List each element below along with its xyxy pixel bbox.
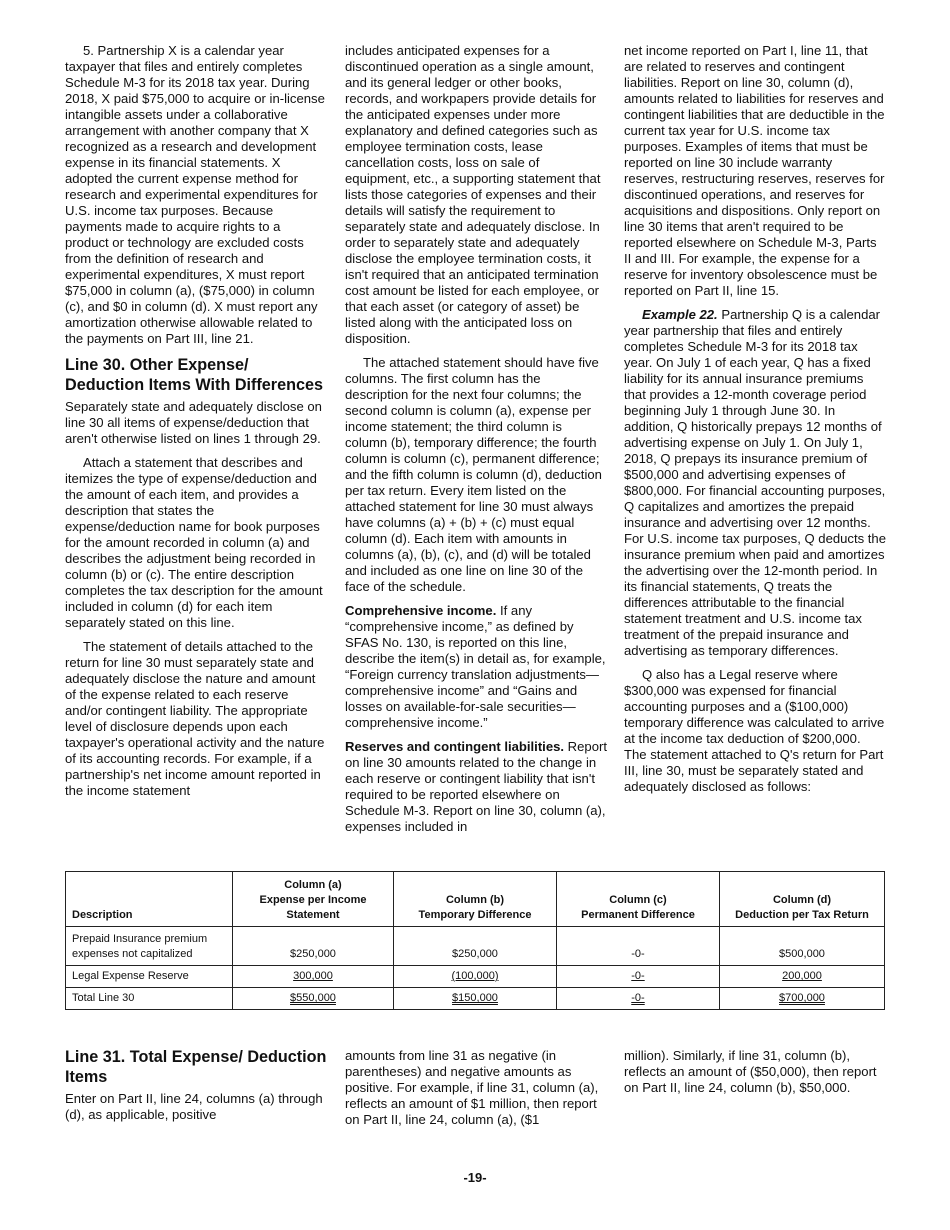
- cell-column-d: $500,000: [720, 927, 885, 966]
- paragraph-text: Report on line 30 amounts related to the change in each reserve or contingent liability that isn't required to be reported elsewhere on Schedule M-3. Report on line 30, column (a), expenses included in: [345, 739, 607, 834]
- header-column-a: Column (a) Expense per Income Statement: [233, 872, 394, 927]
- paragraph-line31-end: million). Similarly, if line 31, column (b), reflects an amount of ($50,000), then report on Part II, line 24, column (b), $50,000.: [624, 1048, 877, 1095]
- paragraph-continued: net income reported on Part I, line 11, that are related to reserves and contingent liabilities. Report on line 30, column (d), amounts related to liabilities for reserves and contingent liabilities that are deductible in the current tax year for U.S. income tax purposes. Examples of items that must be reported on line 30 include warranty reserves, restructuring reserves, reserves for discontinued operations, and reserves for acquisitions and dispositions. Only report on line 30 items that aren't required to be reported elsewhere on Schedule M-3, Parts II and III. For example, the expense for a reserve for inventory obsolescence must be reported on Part II, line 15.: [624, 43, 885, 298]
- paragraph-line31: Enter on Part II, line 24, columns (a) through (d), as applicable, positive: [65, 1091, 323, 1122]
- heading-line-31: Line 31. Total Expense/ Deduction Items: [65, 1048, 327, 1086]
- table-row: [66, 927, 885, 966]
- run-in-heading: Reserves and contingent liabilities.: [345, 739, 565, 754]
- example-label: Example 22.: [642, 307, 718, 322]
- bottom-column-2: [345, 1048, 607, 1136]
- header-column-c: Column (c) Permanent Difference: [557, 872, 720, 927]
- cell-column-b: (100,000): [394, 966, 557, 988]
- paragraph-comprehensive-income: [345, 603, 607, 731]
- cell-column-a: $250,000: [233, 927, 394, 966]
- cell-description: Legal Expense Reserve: [66, 966, 233, 988]
- paragraph-example-22: [624, 307, 886, 659]
- paragraph-example-5: 5. Partnership X is a calendar year taxpayer that files and entirely completes Schedule M-3 for its 2018 tax year. During 2018, X paid $75,000 to acquire or in-license intangible assets under a collaborative arrangement with another company that X recognized as a research and development expense in its financial statements. X adopted the current expense method for research and experimental expenditures for U.S. income tax purposes. Because payments made to acquire rights to a product or technology are excluded costs from the definition of research and experimental expenditures, X must report $75,000 in column (a), ($75,000) in column (c), and $0 in column (d). X must report any amortization otherwise allowable related to the payments on Part III, line 21.: [65, 43, 325, 346]
- column-2: [345, 43, 607, 843]
- paragraph-statement-details: The statement of details attached to the return for line 30 must separately state and adequately disclose the nature and amount of the expense related to each reserve and/or contingent liability. The appropriate level of disclosure depends upon each taxpayer's operational activity and the nature of its accounting records. For example, if a partnership's net income amount reported in the income statement: [65, 639, 325, 798]
- table-row: [66, 966, 885, 988]
- cell-column-c: -0-: [557, 927, 720, 966]
- statement-table: [65, 871, 885, 1010]
- paragraph-text: If any “comprehensive income,” as defined by SFAS No. 130, is reported on this line, describe the item(s) in detail as, for example, “Foreign currency translation adjustments—comprehensive income” and “Gains and losses on available-for-sale securities—comprehensive income.”: [345, 603, 606, 730]
- cell-column-c: -0-: [557, 988, 720, 1010]
- header-column-b: Column (b) Temporary Difference: [394, 872, 557, 927]
- bottom-column-1: [65, 1043, 327, 1131]
- cell-description: Prepaid Insurance premium expenses not capitalized: [66, 927, 233, 966]
- header-column-d: Column (d) Deduction per Tax Return: [720, 872, 885, 927]
- column-1: [65, 43, 327, 807]
- cell-column-d: $700,000: [720, 988, 885, 1010]
- cell-column-a: 300,000: [233, 966, 394, 988]
- column-3: [624, 43, 886, 803]
- heading-line-30: Line 30. Other Expense/ Deduction Items With Differences: [65, 356, 323, 394]
- cell-column-b: $250,000: [394, 927, 557, 966]
- cell-column-c: -0-: [557, 966, 720, 988]
- page-number: -19-: [463, 1170, 487, 1185]
- paragraph-legal-reserve: Q also has a Legal reserve where $300,000 was expensed for financial accounting purposes and a ($100,000) temporary difference was calculated to arrive at the income tax deduction of $200,000. The statement attached to Q's return for Part III, line 30, must be separately stated and adequately disclosed as follows:: [624, 667, 885, 794]
- paragraph-line30-intro: Separately state and adequately disclose on line 30 all items of expense/deduction that aren't otherwise listed on lines 1 through 29.: [65, 399, 322, 446]
- cell-column-a: $550,000: [233, 988, 394, 1010]
- cell-column-b: $150,000: [394, 988, 557, 1010]
- paragraph-line31-cont: amounts from line 31 as negative (in parentheses) and negative amounts as positive. For example, if line 31, column (a), reflects an amount of $1 million, then report on Part II, line 24, column (a), ($1: [345, 1048, 599, 1127]
- run-in-heading: Comprehensive income.: [345, 603, 497, 618]
- table-header-row: [66, 872, 885, 927]
- paragraph-attach-statement: Attach a statement that describes and itemizes the type of expense/deduction and the amount of each item, and provides a description that states the expense/deduction name for book purposes for the amount recorded in column (a) and describes the adjustment being recorded in column (b) or (c). The entire description completes the tax description for the amount included in column (d) for each item separately stated on this line.: [65, 455, 323, 630]
- header-description: Description: [66, 872, 233, 927]
- paragraph-five-columns: The attached statement should have five columns. The first column has the description for the next four columns; the second column is column (a), expense per income statement; the third column is column (b), temporary difference; the fourth column is column (c), permanent difference; and the fifth column is column (d), deduction per tax return. Every item listed on the attached statement for line 30 must always have columns (a) + (b) + (c) must equal column (d). Each item with amounts in columns (a), (b), (c), and (d) will be totaled and included as one line on line 30 of the face of the schedule.: [345, 355, 602, 594]
- paragraph-reserves: [345, 739, 607, 835]
- cell-column-d: 200,000: [720, 966, 885, 988]
- cell-description: Total Line 30: [66, 988, 233, 1010]
- paragraph-text: Partnership Q is a calendar year partnership that files and entirely completes Schedule M-3 for its 2018 tax year. On July 1 of each year, Q has a fixed liability for its annual insurance premiums that provides a 12-month coverage period beginning July 1 through June 30. In addition, Q historically prepays 12 months of advertising expense on July 1. On July 1, 2018, Q prepays its insurance premium of $500,000 and advertising expenses of $800,000. For financial accounting purposes, Q capitalizes and amortizes the prepaid insurance and advertising over 12 months. For U.S. income tax purposes, Q deducts the insurance premium when paid and amortizes the advertising over the 12-month period. In its financial statements, Q treats the differences attributable to the financial statement treatment and U.S. income tax treatment of the prepaid insurance and advertising as temporary differences.: [624, 307, 886, 658]
- paragraph-continued: includes anticipated expenses for a discontinued operation as a single amount, and its general ledger or other books, records, and workpapers provide details for the anticipated expenses under more explanatory and defined categories such as employee termination costs, lease cancellation costs, loss on sale of equipment, etc., a supporting statement that lists those categories of expenses and their details will satisfy the requirement to separately state and adequately disclose. In order to separately state and adequately disclose the employee termination costs, it isn't required that an anticipated termination cost amount be listed for each employee, or that each asset (or category of asset) be listed along with the anticipated loss on disposition.: [345, 43, 601, 346]
- table-row: [66, 988, 885, 1010]
- bottom-column-3: [624, 1048, 886, 1104]
